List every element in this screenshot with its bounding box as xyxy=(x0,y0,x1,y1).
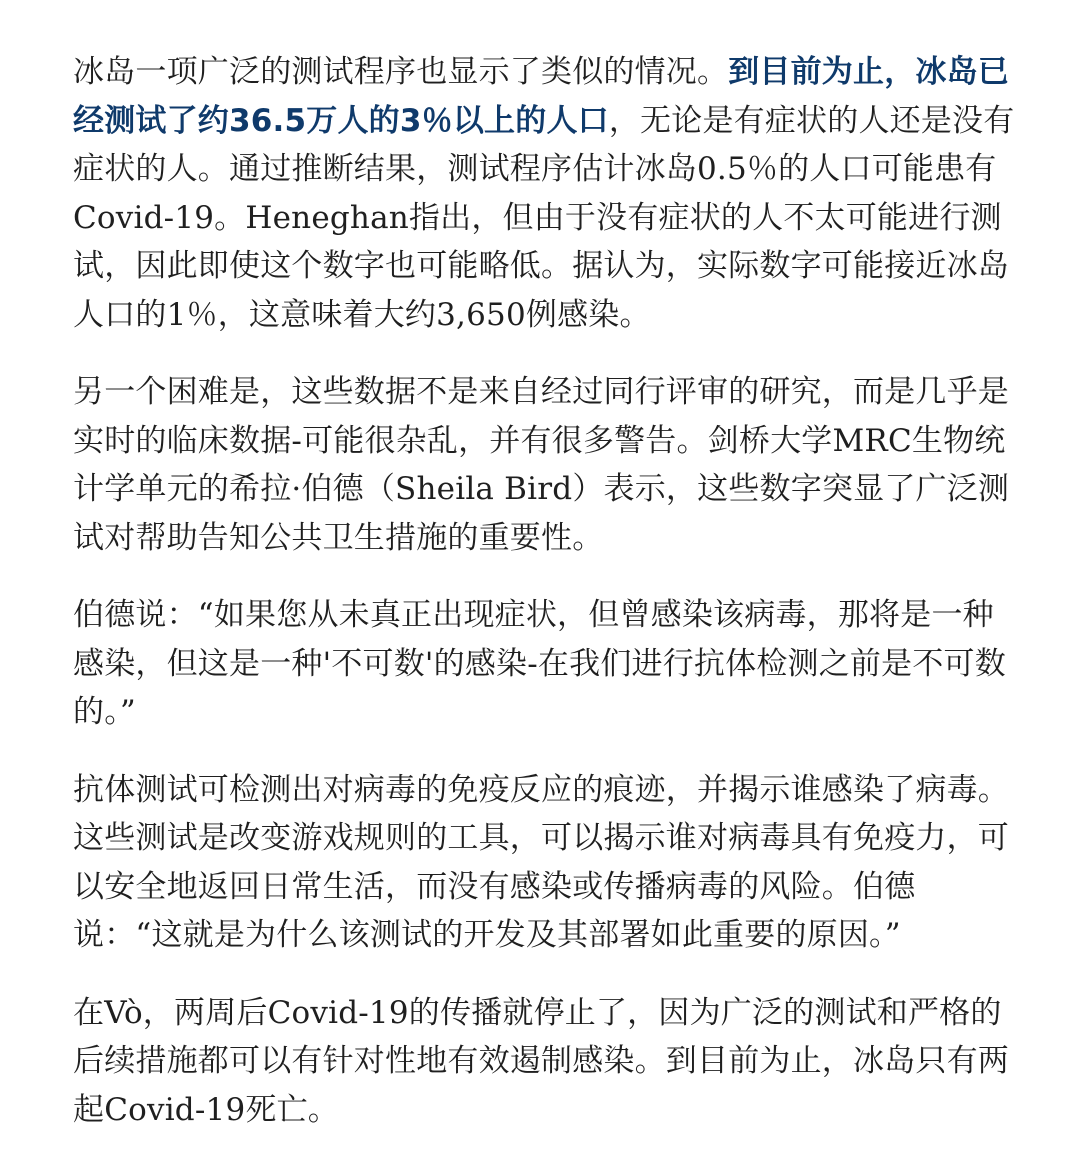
paragraph-vo-conclusion: 在Vò，两周后Covid-19的传播就停止了，因为广泛的测试和严格的后续措施都可以有针对性地有效遏制感染。到目前为止，冰岛只有两起Covid-19死亡。 xyxy=(73,994,1009,1128)
article-body xyxy=(73,48,1018,1163)
paragraph-iceland-testing xyxy=(73,48,1018,339)
paragraph-text: ，无论是有症状的人还是没有症状的人。通过推断结果，测试程序估计冰岛0.5％的人口可能患有Covid-19。Heneghan指出，但由于没有症状的人不太可能进行测试，因此即使这个数字也可能略低。据认为，实际数字可能接近冰岛人口的1％，这意味着大约3,650例感染。 xyxy=(73,102,1015,333)
paragraph-text: 冰岛一项广泛的测试程序也显示了类似的情况。 xyxy=(73,54,729,90)
iceland-testing-link[interactable]: 到目前为止，冰岛已经测试了约36.5万人的3％以上的人口 xyxy=(73,54,1010,139)
paragraph-peer-review: 另一个困难是，这些数据不是来自经过同行评审的研究，而是几乎是实时的临床数据-可能很杂乱，并有很多警告。剑桥大学MRC生物统计学单元的希拉·伯德（Sheila Bird）表示，这些数字突显了广泛测试对帮助告知公共卫生措施的重要性。 xyxy=(73,374,1010,556)
paragraph-bird-quote: 伯德说：“如果您从未真正出现症状，但曾感染该病毒，那将是一种感染，但这是一种'不可数'的感染-在我们进行抗体检测之前是不可数的。” xyxy=(73,597,1006,730)
paragraph-antibody-tests: 抗体测试可检测出对病毒的免疫反应的痕迹，并揭示谁感染了病毒。这些测试是改变游戏规则的工具，可以揭示谁对病毒具有免疫力，可以安全地返回日常生活，而没有感染或传播病毒的风险。伯德说：“这就是为什么该测试的开发及其部署如此重要的原因。” xyxy=(73,771,1009,953)
